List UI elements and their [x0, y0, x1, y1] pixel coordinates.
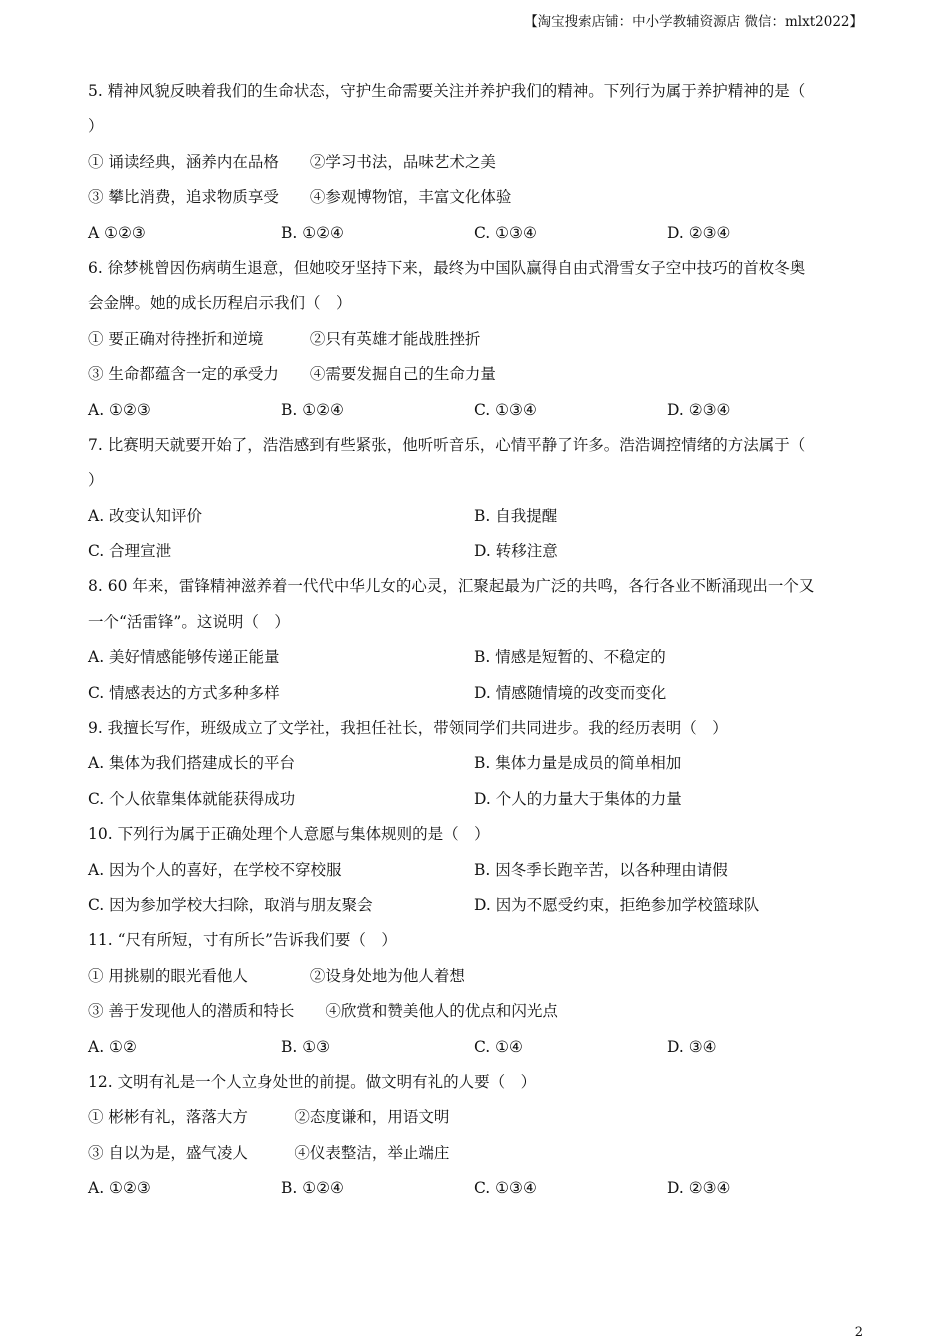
question-12-statement-2: ③ 自以为是，盛气凌人 ④仪表整洁，举止端庄: [88, 1143, 450, 1162]
question-11-option-d: D. ③④: [667, 1037, 717, 1056]
question-8-stem-line-1: 8. 60 年来，雷锋精神滋养着一代代中华儿女的心灵，汇聚起最为广泛的共鸣，各行各业不断涌现出一个又: [88, 577, 815, 596]
question-11-stem-line-1: 11. “尺有所短，寸有所长”告诉我们要（ ）: [88, 931, 397, 950]
question-11-statement-2: ③ 善于发现他人的潜质和特长 ④欣赏和赞美他人的优点和闪光点: [88, 1002, 558, 1021]
question-5-option-b: B. ①②④: [281, 223, 344, 242]
question-6-option-b: B. ①②④: [281, 400, 344, 419]
question-11-option-a: A. ①②: [88, 1037, 137, 1056]
question-8-option-b: B. 情感是短暂的、不稳定的: [474, 648, 666, 667]
question-12-option-a: A. ①②③: [88, 1179, 151, 1198]
question-6-option-c: C. ①③④: [474, 400, 537, 419]
question-10-stem-line-1: 10. 下列行为属于正确处理个人意愿与集体规则的是（ ）: [88, 825, 490, 844]
question-8-options-row-1: [88, 640, 860, 675]
question-6-statement-1: ① 要正确对待挫折和逆境 ②只有英雄才能战胜挫折: [88, 329, 481, 348]
question-12-option-b: B. ①②④: [281, 1179, 344, 1198]
question-list: [88, 74, 860, 1207]
question-8-option-a: A. 美好情感能够传递正能量: [88, 648, 280, 667]
question-7-option-c: C. 合理宣泄: [88, 542, 172, 561]
question-8-stem-line-2: 一个“活雷锋”。这说明（ ）: [88, 612, 290, 631]
question-7-option-a: A. 改变认知评价: [88, 506, 203, 525]
question-10-option-c: C. 因为参加学校大扫除，取消与朋友聚会: [88, 895, 373, 914]
question-12-options: [88, 1171, 860, 1206]
question-5-stem-line-1: 5. 精神风貌反映着我们的生命状态，守护生命需要关注并养护我们的精神。下列行为属于养护精神的是（: [88, 82, 806, 100]
question-9-options-row-1: [88, 746, 860, 781]
question-6-stem-line-1: 6. 徐梦桃曾因伤病萌生退意，但她咬牙坚持下来，最终为中国队赢得自由式滑雪女子空中技巧的首枚冬奥: [88, 258, 806, 277]
question-12-option-d: D. ②③④: [667, 1179, 731, 1198]
question-8-options-row-2: [88, 676, 860, 711]
question-10-options-row-1: [88, 853, 860, 888]
question-11-option-c: C. ①④: [474, 1037, 523, 1056]
question-9-stem-line-1: 9. 我擅长写作，班级成立了文学社，我担任社长，带领同学们共同进步。我的经历表明（ ）: [88, 719, 728, 738]
question-10-option-a: A. 因为个人的喜好，在学校不穿校服: [88, 860, 342, 879]
question-7-option-d: D. 转移注意: [474, 542, 558, 561]
question-6-options: [88, 393, 860, 428]
question-7-options-row-2: [88, 534, 860, 569]
question-11-option-b: B. ①③: [281, 1037, 331, 1056]
question-10-options-row-2: [88, 888, 860, 923]
question-11-statement-1: ① 用挑剔的眼光看他人 ②设身处地为他人着想: [88, 966, 465, 985]
question-6-option-a: A. ①②③: [88, 400, 151, 419]
question-6-statement-2: ③ 生命都蕴含一定的承受力 ④需要发掘自己的生命力量: [88, 365, 496, 384]
question-9-option-d: D. 个人的力量大于集体的力量: [474, 789, 682, 808]
question-9-option-c: C. 个人依靠集体就能获得成功: [88, 789, 296, 808]
question-6-option-d: D. ②③④: [667, 400, 731, 419]
question-11-options: [88, 1030, 860, 1065]
question-7-stem-line-2: ）: [88, 471, 104, 490]
question-5-statement-1: ① 诵读经典，涵养内在品格 ②学习书法，品味艺术之美: [88, 152, 496, 171]
question-12-statement-1: ① 彬彬有礼，落落大方 ②态度谦和，用语文明: [88, 1108, 450, 1127]
page-number: 2: [854, 1325, 863, 1340]
question-9-option-b: B. 集体力量是成员的简单相加: [474, 754, 682, 773]
question-7-options-row-1: [88, 499, 860, 534]
question-5-options: [88, 216, 860, 251]
question-5-stem-line-2: ）: [88, 117, 104, 136]
question-5-statement-2: ③ 攀比消费，追求物质享受 ④参观博物馆，丰富文化体验: [88, 188, 512, 207]
question-10-option-d: D. 因为不愿受约束，拒绝参加学校篮球队: [474, 895, 760, 914]
question-7-stem-line-1: 7. 比赛明天就要开始了，浩浩感到有些紧张，他听听音乐，心情平静了许多。浩浩调控情绪的方法属于（: [88, 435, 806, 454]
question-9-option-a: A. 集体为我们搭建成长的平台: [88, 754, 296, 773]
page-header-watermark: 【淘宝搜索店铺：中小学教辅资源店 微信：mlxt2022】: [524, 14, 863, 30]
question-8-option-d: D. 情感随情境的改变而变化: [474, 683, 667, 702]
question-8-option-c: C. 情感表达的方式多种多样: [88, 683, 280, 702]
question-12-option-c: C. ①③④: [474, 1179, 537, 1198]
question-7-option-b: B. 自我提醒: [474, 506, 558, 525]
question-5-option-c: C. ①③④: [474, 223, 537, 242]
question-5-option-d: D. ②③④: [667, 223, 731, 242]
question-9-options-row-2: [88, 782, 860, 817]
question-12-stem-line-1: 12. 文明有礼是一个人立身处世的前提。做文明有礼的人要（ ）: [88, 1072, 537, 1091]
question-6-stem-line-2: 会金牌。她的成长历程启示我们（ ）: [88, 294, 352, 313]
question-10-option-b: B. 因冬季长跑辛苦，以各种理由请假: [474, 860, 728, 879]
question-5-option-a: A ①②③: [88, 223, 146, 242]
